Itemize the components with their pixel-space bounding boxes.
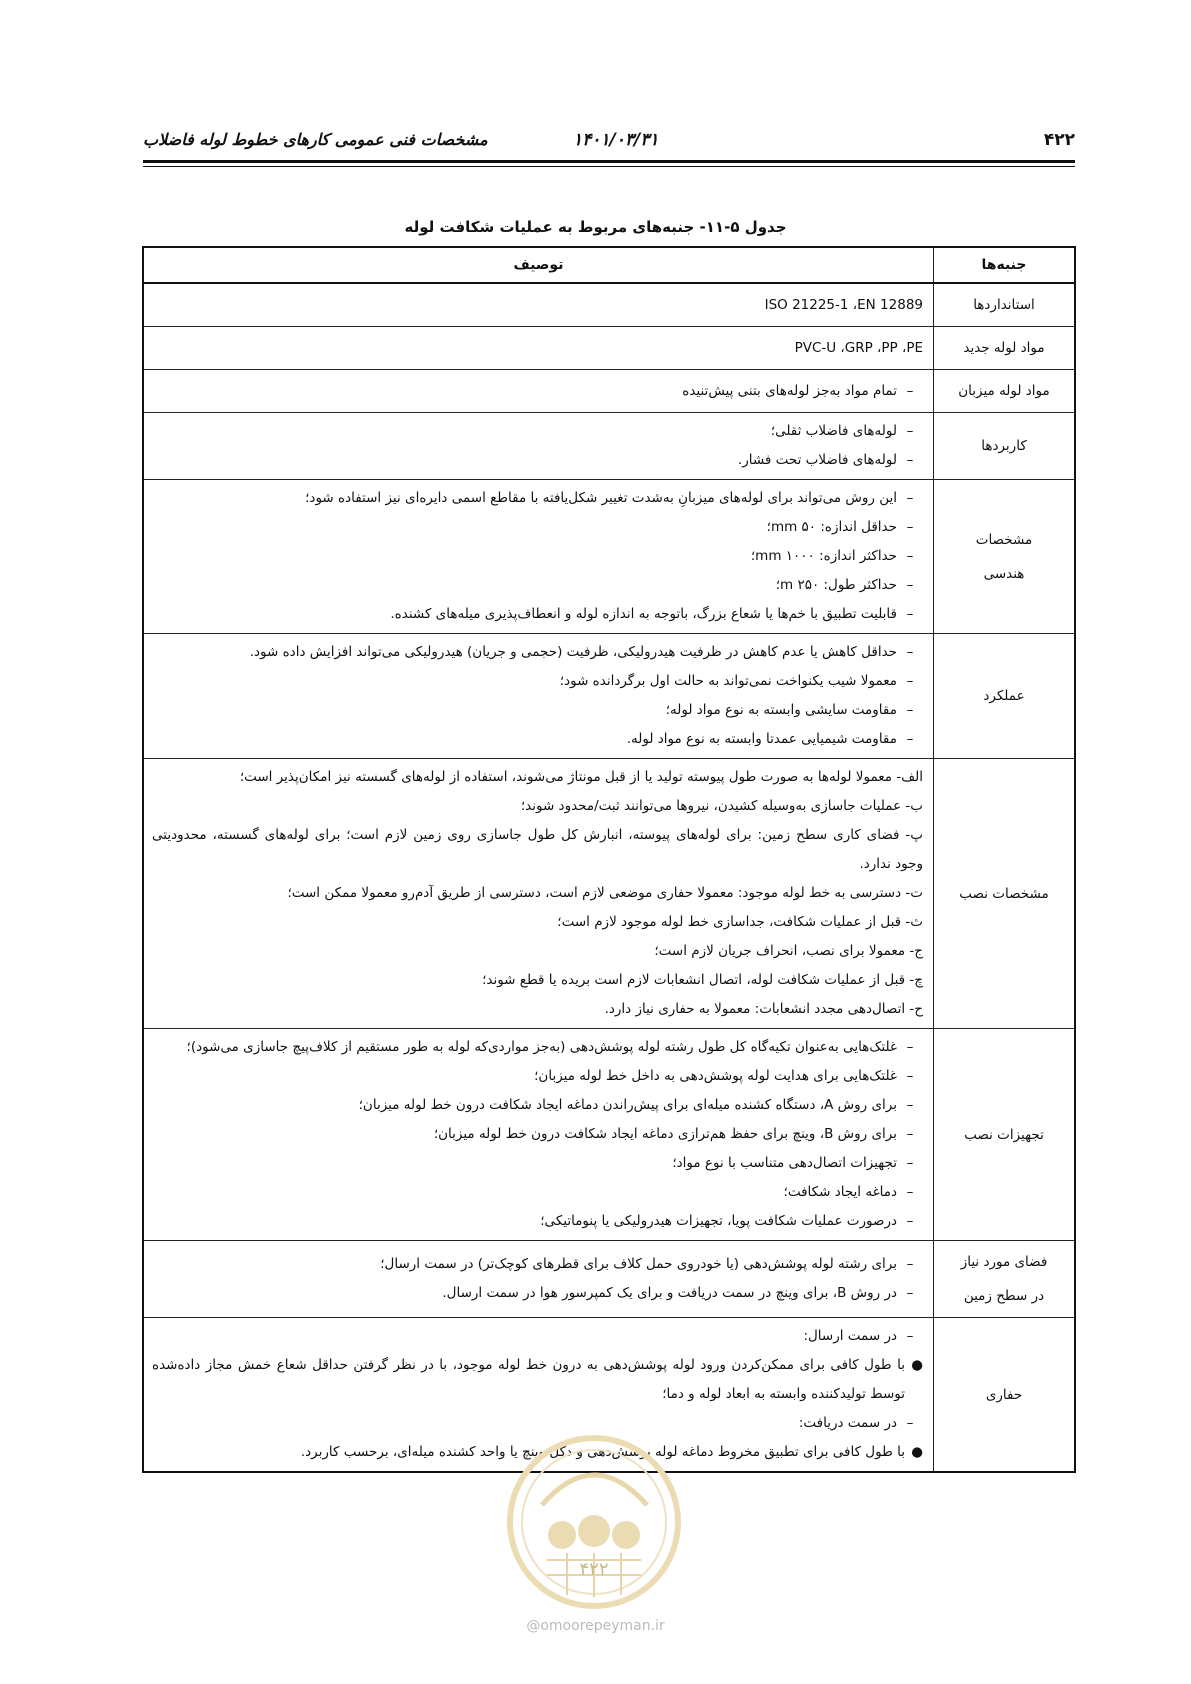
aspect-cell: مشخصات هندسی	[934, 480, 1076, 634]
description-cell	[143, 1241, 934, 1318]
header-aspect: جنبه‌ها	[934, 247, 1076, 283]
page-number: ۴۲۲	[1043, 130, 1075, 150]
aspect-cell: عملکرد	[934, 634, 1076, 759]
list-item: – غلتک‌هایی به‌عنوان تکیه‌گاه کل طول رشته لوله پوشش‌دهی (به‌جز مواردی‌که لوله به طور مستقیم از کلاف‌پیچ جاسازی می‌شود)؛	[186, 1039, 914, 1055]
page-header	[143, 130, 1075, 156]
table-row	[143, 1029, 1075, 1241]
aspect-cell: مواد لوله میزبان	[934, 370, 1076, 413]
list-item: ● با طول کافی برای تطبیق مخروط دماغه لوله پوشش‌دهی و دکل وینچ یا واحد کشنده میله‌ای، برحسب کاربرد.	[152, 1438, 923, 1467]
table-row	[143, 327, 1075, 370]
list-item: – حداکثر اندازه: ۱۰۰۰ mm؛	[152, 542, 923, 571]
aspect-cell: استانداردها	[934, 283, 1076, 327]
description-cell	[143, 759, 934, 1029]
list-item: ● با طول کافی برای ممکن‌کردن ورود لوله پوشش‌دهی به درون خط لوله موجود، با در نظر گرفتن حداقل شعاع خمش مجاز داده‌شده توسط تولیدکننده وابسته به ابعاد لوله و دما؛	[152, 1351, 923, 1409]
list-item: – در روش B، برای وینچ در سمت دریافت و برای یک کمپرسور هوا در سمت ارسال.	[152, 1279, 923, 1308]
list-item: – حداکثر طول: ۲۵۰ m؛	[152, 571, 923, 600]
svg-text:۴۲۲: ۴۲۲	[579, 1559, 609, 1580]
list-item: – تجهیزات اتصال‌دهی متناسب با نوع مواد؛	[152, 1149, 923, 1178]
list-item: – معمولا شیب یکنواخت نمی‌تواند به حالت اول برگردانده شود؛	[152, 667, 923, 696]
list-item: – برای روش A، دستگاه کشنده میله‌ای برای پیش‌راندن دماغه ایجاد شکافت درون خط لوله میزبان؛	[152, 1091, 923, 1120]
list-item: – غلتک‌هایی برای هدایت لوله پوشش‌دهی به داخل خط لوله میزبان؛	[152, 1062, 923, 1091]
document-title: مشخصات فنی عمومی کارهای خطوط لوله فاضلاب	[143, 130, 488, 149]
list-item: – در سمت دریافت:	[152, 1409, 923, 1438]
table-row	[143, 480, 1075, 634]
header-rule-thin	[143, 166, 1075, 167]
description-cell	[143, 370, 934, 413]
list-item: – در سمت ارسال:	[152, 1322, 923, 1351]
description-cell	[143, 480, 934, 634]
aspect-cell: کاربردها	[934, 413, 1076, 480]
table-row	[143, 413, 1075, 480]
list-item: ت- دسترسی به خط لوله موجود: معمولا حفاری موضعی لازم است، دسترسی از طریق آدم‌رو معمولا ممکن است؛	[287, 885, 923, 901]
list-item: چ- قبل از عملیات شکافت لوله، اتصال انشعابات لازم است بریده یا قطع شوند؛	[482, 972, 923, 988]
list-item: – تمام مواد به‌جز لوله‌های بتنی پیش‌تنیده	[152, 377, 923, 406]
description-cell	[143, 327, 934, 370]
table-row	[143, 759, 1075, 1029]
aspect-cell: مشخصات نصب	[934, 759, 1076, 1029]
list-item: ب- عملیات جاسازی به‌وسیله کشیدن، نیروها می‌توانند ثبت/محدود شوند؛	[520, 798, 923, 814]
list-item: پ- فضای کاری سطح زمین: برای لوله‌های پیوسته، انبارش کل طول جاسازی روی زمین لازم است؛ برای لوله‌های گسسته، محدودیتی وجود ندارد.	[152, 827, 923, 872]
materials-text: PVC-U ،GRP ،PP ،PE	[794, 339, 923, 356]
header-rule-thick	[143, 160, 1075, 163]
list-item: – لوله‌های فاضلاب ثقلی؛	[152, 417, 923, 446]
list-item: ث- قبل از عملیات شکافت، جداسازی خط لوله موجود لازم است؛	[557, 914, 923, 930]
table-header-row	[143, 247, 1075, 283]
aspect-cell: حفاری	[934, 1318, 1076, 1473]
list-item: – برای روش B، وینچ برای حفظ هم‌ترازی دماغه ایجاد شکافت درون خط لوله میزبان؛	[152, 1120, 923, 1149]
bullet-icon: ●	[911, 1357, 923, 1373]
table-row	[143, 1241, 1075, 1318]
aspects-table	[142, 246, 1076, 1473]
aspect-cell: مواد لوله جدید	[934, 327, 1076, 370]
header-description: توصیف	[143, 247, 934, 283]
table-row	[143, 370, 1075, 413]
list-item: – برای رشته لوله پوشش‌دهی (یا خودروی حمل کلاف برای قطرهای کوچک‌تر) در سمت ارسال؛	[152, 1250, 923, 1279]
bullet-icon: ●	[911, 1444, 923, 1460]
aspect-cell: فضای مورد نیاز در سطح زمین	[934, 1241, 1076, 1318]
list-item: ح- اتصال‌دهی مجدد انشعابات: معمولا به حفاری نیاز دارد.	[604, 1001, 923, 1017]
list-item: – درصورت عملیات شکافت پویا، تجهیزات هیدرولیکی یا پنوماتیکی؛	[152, 1207, 923, 1236]
list-item: – دماغه ایجاد شکافت؛	[152, 1178, 923, 1207]
description-cell	[143, 634, 934, 759]
list-item: الف- معمولا لوله‌ها به صورت طول پیوسته تولید یا از قبل مونتاژ می‌شوند، استفاده از لوله‌های گسسته نیز امکان‌پذیر است؛	[239, 769, 923, 785]
description-cell	[143, 283, 934, 327]
table-row	[143, 283, 1075, 327]
list-item: – حداقل اندازه: ۵۰ mm؛	[152, 513, 923, 542]
publisher-seal-icon	[507, 1435, 681, 1609]
description-cell	[143, 1029, 934, 1241]
watermark-text: @omoorepeyman.ir	[526, 1618, 665, 1634]
list-item: – لوله‌های فاضلاب تحت فشار.	[152, 446, 923, 475]
list-item: – حداقل کاهش یا عدم کاهش در ظرفیت هیدرولیکی، ظرفیت (حجمی و جریان) هیدرولیکی می‌تواند افزایش داده شود.	[152, 638, 923, 667]
list-item: ج- معمولا برای نصب، انحراف جریان لازم است؛	[654, 943, 923, 959]
list-item: – مقاومت سایشی وابسته به نوع مواد لوله؛	[152, 696, 923, 725]
description-cell	[143, 413, 934, 480]
list-item: – مقاومت شیمیایی عمدتا وابسته به نوع مواد لوله.	[152, 725, 923, 754]
standards-text: ISO 21225-1 ،EN 12889	[764, 296, 923, 313]
table-row	[143, 634, 1075, 759]
list-item: – قابلیت تطبیق با خم‌ها یا شعاع بزرگ، باتوجه به اندازه لوله و انعطاف‌پذیری میله‌های کشنده.	[152, 600, 923, 629]
aspect-cell: تجهیزات نصب	[934, 1029, 1076, 1241]
list-item: – این روش می‌تواند برای لوله‌های میزبانِ به‌شدت تغییر شکل‌یافته با مقاطع اسمی دایره‌ای نیز استفاده شود؛	[152, 484, 923, 513]
header-date: ۱۴۰۱/۰۳/۳۱	[573, 130, 659, 150]
table-caption: جدول ۵-۱۱- جنبه‌های مربوط به عملیات شکافت لوله	[404, 218, 787, 236]
